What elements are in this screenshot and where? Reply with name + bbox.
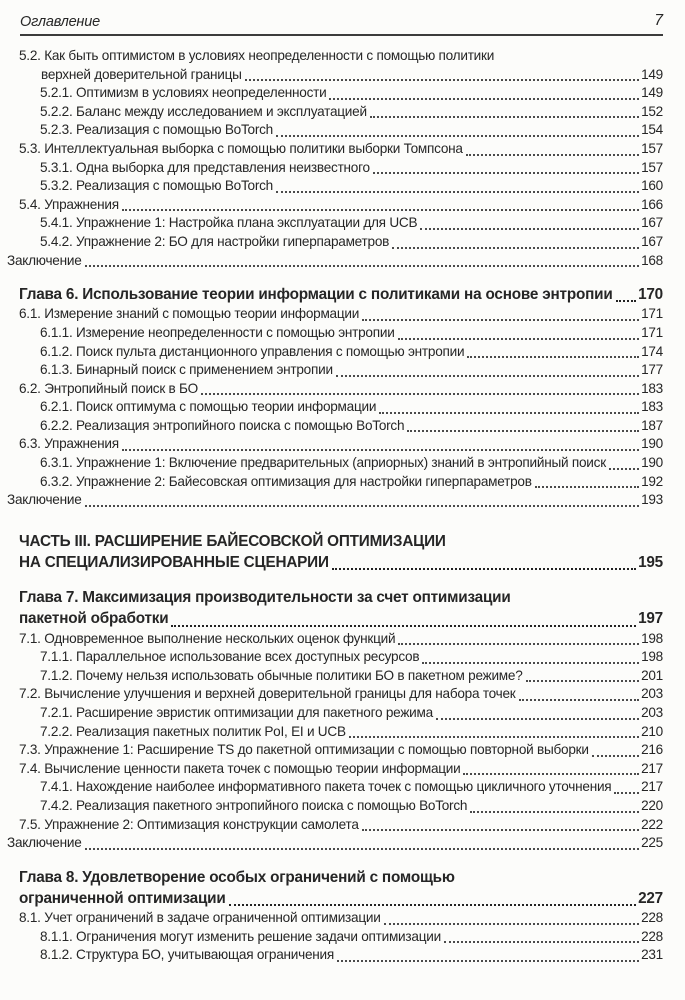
entry-title: 6.2.2. Реализация энтропийного поиска с помощью BoTorch [40,417,405,433]
toc-entry [0,723,663,742]
toc-entry [0,417,663,436]
entry-title: 5.4. Упражнения [19,196,119,212]
toc-entry [0,928,663,947]
entry-title: 5.2.1. Оптимизм в условиях неопределенности [40,85,327,101]
entry-page-number: 228 [641,928,663,944]
dot-leader [616,300,637,302]
entry-title: 7.4. Вычисление ценности пакета точек с помощью теории информации [19,760,461,776]
entry-title: 6.3. Упражнения [19,436,119,452]
toc-entry [0,816,663,835]
dot-leader [122,209,639,211]
entry-page-number: 231 [641,947,663,963]
entry-title: ограниченной оптимизации [19,890,226,907]
entry-title: 5.3.2. Реализация с помощью BoTorch [40,178,273,194]
entry-title: Заключение [7,252,82,268]
entry-title: 5.4.2. Упражнение 2: БО для настройки гиперпараметров [40,233,390,249]
toc-entry [0,435,663,454]
entry-title: 5.3.1. Одна выборка для представления неизвестного [40,159,370,175]
entry-title: 7.2.1. Расширение эвристик оптимизации для пакетного режима [40,705,433,721]
toc-entry [0,103,663,122]
dot-leader [373,172,639,174]
toc-entry [0,177,663,196]
entry-page-number: 228 [641,910,663,926]
dot-leader [276,135,639,137]
entry-page-number: 157 [641,140,663,156]
toc-entry [0,361,663,380]
entry-page-number: 171 [641,324,663,340]
entry-page-number: 170 [638,286,663,304]
entry-page-number: 217 [641,760,663,776]
entry-title: 7.4.1. Нахождение наиболее информативного пакета точек с помощью цикличного уточнения [40,779,612,795]
dot-leader [463,773,639,775]
entry-title: 7.3. Упражнение 1: Расширение TS до пакетной оптимизации с помощью повторной выборки [19,742,589,758]
toc-entry [0,343,663,362]
entry-title: 7.4.2. Реализация пакетного энтропийного поиска с помощью BoTorch [40,798,468,814]
toc-entry [0,196,663,215]
entry-title: 7.1.2. Почему нельзя использовать обычные политики БО в пакетном режиме? [40,667,523,683]
toc-heading [0,867,663,909]
dot-leader [392,247,639,249]
entry-page-number: 203 [641,705,663,721]
entry-page-number: 195 [638,554,663,572]
entry-page-number: 197 [638,610,663,628]
toc-entry [0,233,663,252]
entry-title: Заключение [7,492,82,508]
entry-page-number: 187 [641,417,663,433]
entry-title: 8.1.1. Ограничения могут изменить решение задачи оптимизации [40,928,441,944]
entry-page-number: 154 [641,122,663,138]
dot-leader [85,265,640,267]
entry-title: 8.1.2. Структура БО, учитывающая ограничения [40,947,334,963]
dot-leader [614,792,639,794]
entry-page-number: 190 [641,436,663,452]
entry-title: Заключение [7,835,82,851]
entry-title: 7.2. Вычисление улучшения и верхней доверительной границы для набора точек [19,686,516,702]
toc-heading [0,587,663,629]
dot-leader [398,643,639,645]
entry-page-number: 201 [641,667,663,683]
entry-page-number: 149 [641,85,663,101]
dot-leader [444,941,639,943]
dot-leader [526,680,640,682]
entry-page-number: 216 [641,742,663,758]
entry-page-number: 160 [641,178,663,194]
entry-page-number: 183 [641,380,663,396]
dot-leader [592,755,639,757]
toc-entry [0,797,663,816]
toc-entry [0,398,663,417]
entry-page-number: 225 [641,835,663,851]
toc-entry [0,834,663,853]
entry-title: НА СПЕЦИАЛИЗИРОВАННЫЕ СЦЕНАРИИ [19,554,329,572]
dot-leader [467,356,639,358]
entry-title: 5.4.1. Упражнение 1: Настройка плана эксплуатации для UCB [40,215,418,231]
dot-leader [349,736,639,738]
toc-entry [0,454,663,473]
entry-page-number: 193 [641,492,663,508]
toc-entry [0,252,663,271]
dot-leader [470,811,639,813]
toc-entry [0,648,663,667]
dot-leader [201,393,639,395]
entry-title: 6.3.1. Упражнение 1: Включение предварительных (априорных) знаний в энтропийный поиск [40,455,606,471]
entry-title: верхней доверительной границы [41,66,242,82]
dot-leader [329,98,639,100]
dot-leader [407,430,639,432]
entry-page-number: 198 [641,630,663,646]
dot-leader [245,79,639,81]
entry-page-number: 177 [641,362,663,378]
entry-title: 7.5. Упражнение 2: Оптимизация конструкции самолета [19,816,359,832]
toc-heading [0,531,663,573]
entry-title: Глава 8. Удовлетворение особых ограничений с помощью [19,868,455,886]
toc-entry [0,140,663,159]
toc-entry [0,324,663,343]
toc-entry [0,84,663,103]
entry-title: 6.1.1. Измерение неопределенности с помощью энтропии [40,324,395,340]
entry-page-number: 222 [641,816,663,832]
entry-page-number: 174 [641,343,663,359]
dot-leader [85,505,640,507]
toc-entry [0,704,663,723]
dot-leader [171,625,636,627]
entry-page-number: 168 [641,252,663,268]
toc-entry [0,473,663,492]
dot-leader [85,848,640,850]
toc-entry [0,214,663,233]
entry-title: пакетной обработки [19,610,169,628]
entry-title: Глава 6. Использование теории информации с политиками на основе энтропии [19,286,613,304]
entry-page-number: 149 [641,66,663,82]
entry-title: 5.2.2. Баланс между исследованием и эксплуатацией [40,103,367,119]
entry-page-number: 217 [641,779,663,795]
entry-title: 7.2.2. Реализация пакетных политик PoI, EI и UCB [40,723,346,739]
dot-leader [122,449,639,451]
toc-entry [0,121,663,140]
entry-page-number: 171 [641,306,663,322]
dot-leader [436,718,639,720]
entry-page-number: 198 [641,649,663,665]
entry-title: 6.2. Энтропийный поиск в БО [19,380,198,396]
toc-entry [0,685,663,704]
entry-title: 7.1. Одновременное выполнение нескольких оценок функций [19,630,396,646]
dot-leader [535,486,639,488]
toc-entry [0,667,663,686]
dot-leader [276,191,639,193]
toc-entry [0,491,663,510]
entry-title: 7.1.1. Параллельное использование всех доступных ресурсов [40,649,420,665]
entry-title: 8.1. Учет ограничений в задаче ограниченной оптимизации [19,910,381,926]
dot-leader [384,923,640,925]
entry-title: 6.1.3. Бинарный поиск с применением энтропии [40,362,333,378]
toc-entry [0,47,663,84]
entry-title: 6.2.1. Поиск оптимума с помощью теории информации [40,399,377,415]
dot-leader [466,154,639,156]
dot-leader [422,662,639,664]
toc-entry [0,630,663,649]
toc-entry [0,909,663,928]
toc-entry [0,778,663,797]
dot-leader [362,829,639,831]
entry-page-number: 152 [641,103,663,119]
entry-page-number: 167 [641,233,663,249]
entry-page-number: 227 [638,890,663,907]
entry-title: 5.3. Интеллектуальная выборка с помощью политики выборки Томпсона [19,140,463,156]
toc-entry [0,159,663,178]
dot-leader [362,319,639,321]
entry-page-number: 192 [641,473,663,489]
dot-leader [370,116,639,118]
toc-list [0,36,685,965]
toc-entry [0,305,663,324]
entry-page-number: 210 [641,723,663,739]
dot-leader [337,960,639,962]
entry-title: 5.2.3. Реализация с помощью BoTorch [40,122,273,138]
entry-page-number: 220 [641,798,663,814]
toc-entry [0,946,663,965]
entry-page-number: 203 [641,686,663,702]
entry-page-number: 190 [641,455,663,471]
entry-title: 5.2. Как быть оптимистом в условиях неопределенности с помощью политики [19,48,495,63]
toc-entry [0,741,663,760]
running-header-title: Оглавление [20,14,100,30]
entry-title: Глава 7. Максимизация производительности за счет оптимизации [19,589,511,607]
toc-entry [0,380,663,399]
dot-leader [336,375,639,377]
dot-leader [519,699,640,701]
entry-page-number: 183 [641,399,663,415]
entry-page-number: 157 [641,159,663,175]
running-header [0,0,685,30]
dot-leader [229,904,636,906]
dot-leader [609,468,639,470]
toc-heading [0,284,663,305]
dot-leader [332,568,636,570]
entry-title: 6.1. Измерение знаний с помощью теории информации [19,306,360,322]
toc-entry [0,760,663,779]
entry-title: ЧАСТЬ III. РАСШИРЕНИЕ БАЙЕСОВСКОЙ ОПТИМИЗАЦИИ [19,532,446,550]
entry-title: 6.3.2. Упражнение 2: Байесовская оптимизация для настройки гиперпараметров [40,473,532,489]
entry-page-number: 166 [641,196,663,212]
running-header-page-number: 7 [654,12,663,29]
dot-leader [379,412,639,414]
dot-leader [420,228,639,230]
entry-page-number: 167 [641,215,663,231]
entry-title: 6.1.2. Поиск пульта дистанционного управления с помощью энтропии [40,343,465,359]
dot-leader [398,338,640,340]
